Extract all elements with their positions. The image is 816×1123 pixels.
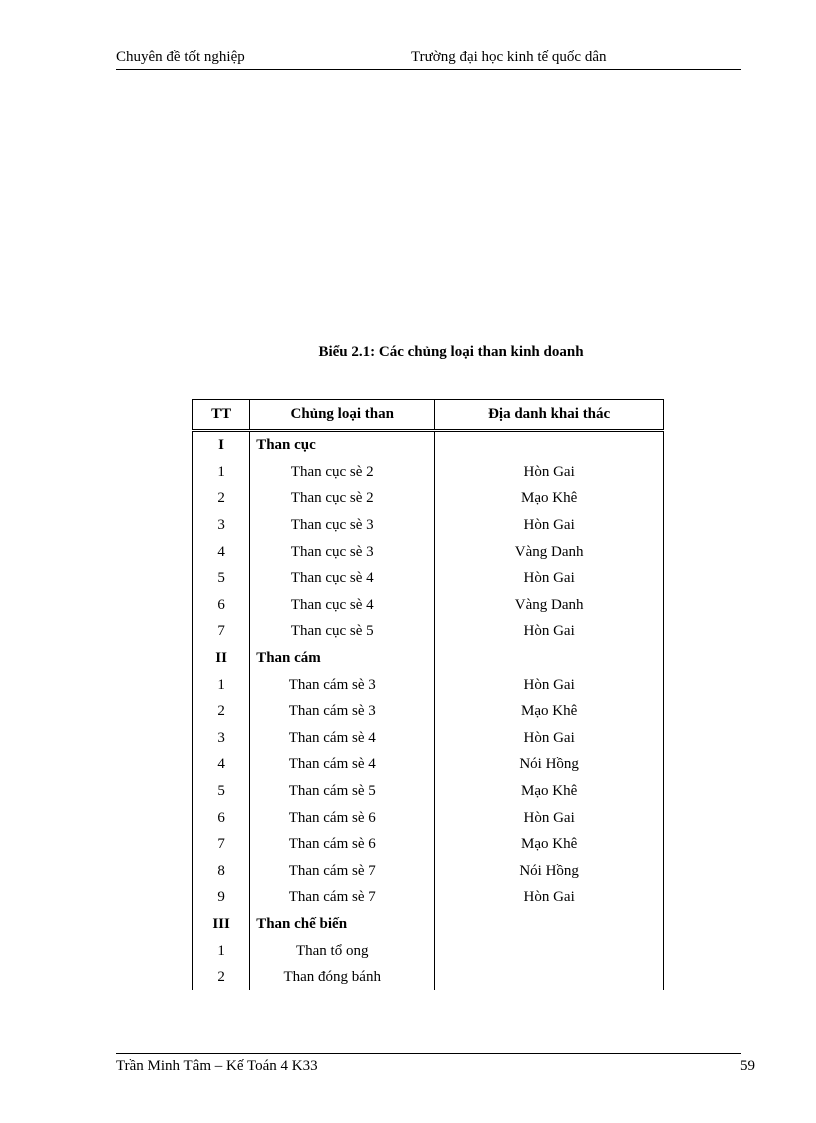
cell-tt: I <box>193 431 250 459</box>
table-row <box>193 751 664 778</box>
cell-type: Than cám sè 6 <box>250 831 435 858</box>
table-row <box>193 459 664 486</box>
cell-type: Than cám sè 6 <box>250 804 435 831</box>
cell-type: Than cám sè 3 <box>250 671 435 698</box>
table-caption: Biểu 2.1: Các chủng loại than kinh doanh <box>318 344 584 360</box>
cell-type: Than cục <box>250 431 435 459</box>
cell-type: Than cám sè 7 <box>250 884 435 911</box>
cell-location: Mạo Khê <box>435 778 664 805</box>
cell-location: Mạo Khê <box>435 485 664 512</box>
cell-location: Nói Hồng <box>435 751 664 778</box>
table-row <box>193 831 664 858</box>
cell-tt: 2 <box>193 964 250 991</box>
cell-type: Than cám sè 7 <box>250 858 435 885</box>
cell-location: Hòn Gai <box>435 884 664 911</box>
page-header <box>116 49 741 70</box>
cell-location: Hòn Gai <box>435 512 664 539</box>
cell-tt: 4 <box>193 538 250 565</box>
cell-tt: 6 <box>193 592 250 619</box>
cell-type: Than cám sè 5 <box>250 778 435 805</box>
table-group-row <box>193 911 664 938</box>
cell-type: Than cám <box>250 645 435 672</box>
cell-location: Hòn Gai <box>435 804 664 831</box>
table-row <box>193 858 664 885</box>
table-row <box>193 565 664 592</box>
table-row <box>193 778 664 805</box>
cell-location: Hòn Gai <box>435 671 664 698</box>
cell-type: Than đóng bánh <box>250 964 435 991</box>
cell-type: Than tổ ong <box>250 937 435 964</box>
table-row <box>193 804 664 831</box>
page-footer <box>116 1053 755 1076</box>
cell-tt: 2 <box>193 485 250 512</box>
cell-location: Mạo Khê <box>435 831 664 858</box>
table-row <box>193 937 664 964</box>
table-row <box>193 538 664 565</box>
cell-tt: 7 <box>193 618 250 645</box>
table-header-row <box>193 400 664 431</box>
cell-location: Hòn Gai <box>435 459 664 486</box>
table-row <box>193 884 664 911</box>
cell-type: Than cục sè 2 <box>250 485 435 512</box>
cell-type: Than cục sè 2 <box>250 459 435 486</box>
cell-tt: 3 <box>193 725 250 752</box>
table-row <box>193 618 664 645</box>
page-number: 59 <box>740 1058 755 1074</box>
cell-tt: 7 <box>193 831 250 858</box>
cell-tt: 8 <box>193 858 250 885</box>
footer-author: Trần Minh Tâm – Kế Toán 4 K33 <box>116 1058 318 1074</box>
cell-type: Than cám sè 4 <box>250 725 435 752</box>
table-row <box>193 671 664 698</box>
cell-location: Hòn Gai <box>435 725 664 752</box>
table-row <box>193 698 664 725</box>
cell-tt: III <box>193 911 250 938</box>
table-row <box>193 725 664 752</box>
cell-tt: 4 <box>193 751 250 778</box>
table-row <box>193 512 664 539</box>
column-header-type: Chủng loại than <box>250 400 435 431</box>
cell-type: Than chế biến <box>250 911 435 938</box>
table-group-row <box>193 431 664 459</box>
cell-type: Than cám sè 3 <box>250 698 435 725</box>
cell-tt: 2 <box>193 698 250 725</box>
cell-type: Than cục sè 4 <box>250 565 435 592</box>
column-header-tt: TT <box>193 400 250 431</box>
cell-tt: 1 <box>193 459 250 486</box>
cell-location: Hòn Gai <box>435 565 664 592</box>
header-thesis-title: Chuyên đề tốt nghiệp <box>116 49 245 65</box>
cell-tt: 1 <box>193 671 250 698</box>
cell-location <box>435 911 664 938</box>
cell-tt: 3 <box>193 512 250 539</box>
cell-type: Than cám sè 4 <box>250 751 435 778</box>
cell-location: Mạo Khê <box>435 698 664 725</box>
cell-type: Than cục sè 3 <box>250 512 435 539</box>
cell-location: Vàng Danh <box>435 538 664 565</box>
cell-tt: 5 <box>193 565 250 592</box>
table-row <box>193 592 664 619</box>
cell-location: Nói Hồng <box>435 858 664 885</box>
column-header-location: Địa danh khai thác <box>435 400 664 431</box>
cell-location: Vàng Danh <box>435 592 664 619</box>
cell-location <box>435 431 664 459</box>
cell-location <box>435 937 664 964</box>
coal-types-table <box>192 399 664 990</box>
cell-tt: 1 <box>193 937 250 964</box>
cell-type: Than cục sè 4 <box>250 592 435 619</box>
cell-type: Than cục sè 5 <box>250 618 435 645</box>
cell-tt: II <box>193 645 250 672</box>
cell-location: Hòn Gai <box>435 618 664 645</box>
cell-tt: 9 <box>193 884 250 911</box>
cell-type: Than cục sè 3 <box>250 538 435 565</box>
cell-tt: 6 <box>193 804 250 831</box>
table-group-row <box>193 645 664 672</box>
table-row <box>193 485 664 512</box>
cell-location <box>435 645 664 672</box>
cell-tt: 5 <box>193 778 250 805</box>
table-row <box>193 964 664 991</box>
cell-location <box>435 964 664 991</box>
header-university: Trường đại học kinh tế quốc dân <box>411 49 607 65</box>
